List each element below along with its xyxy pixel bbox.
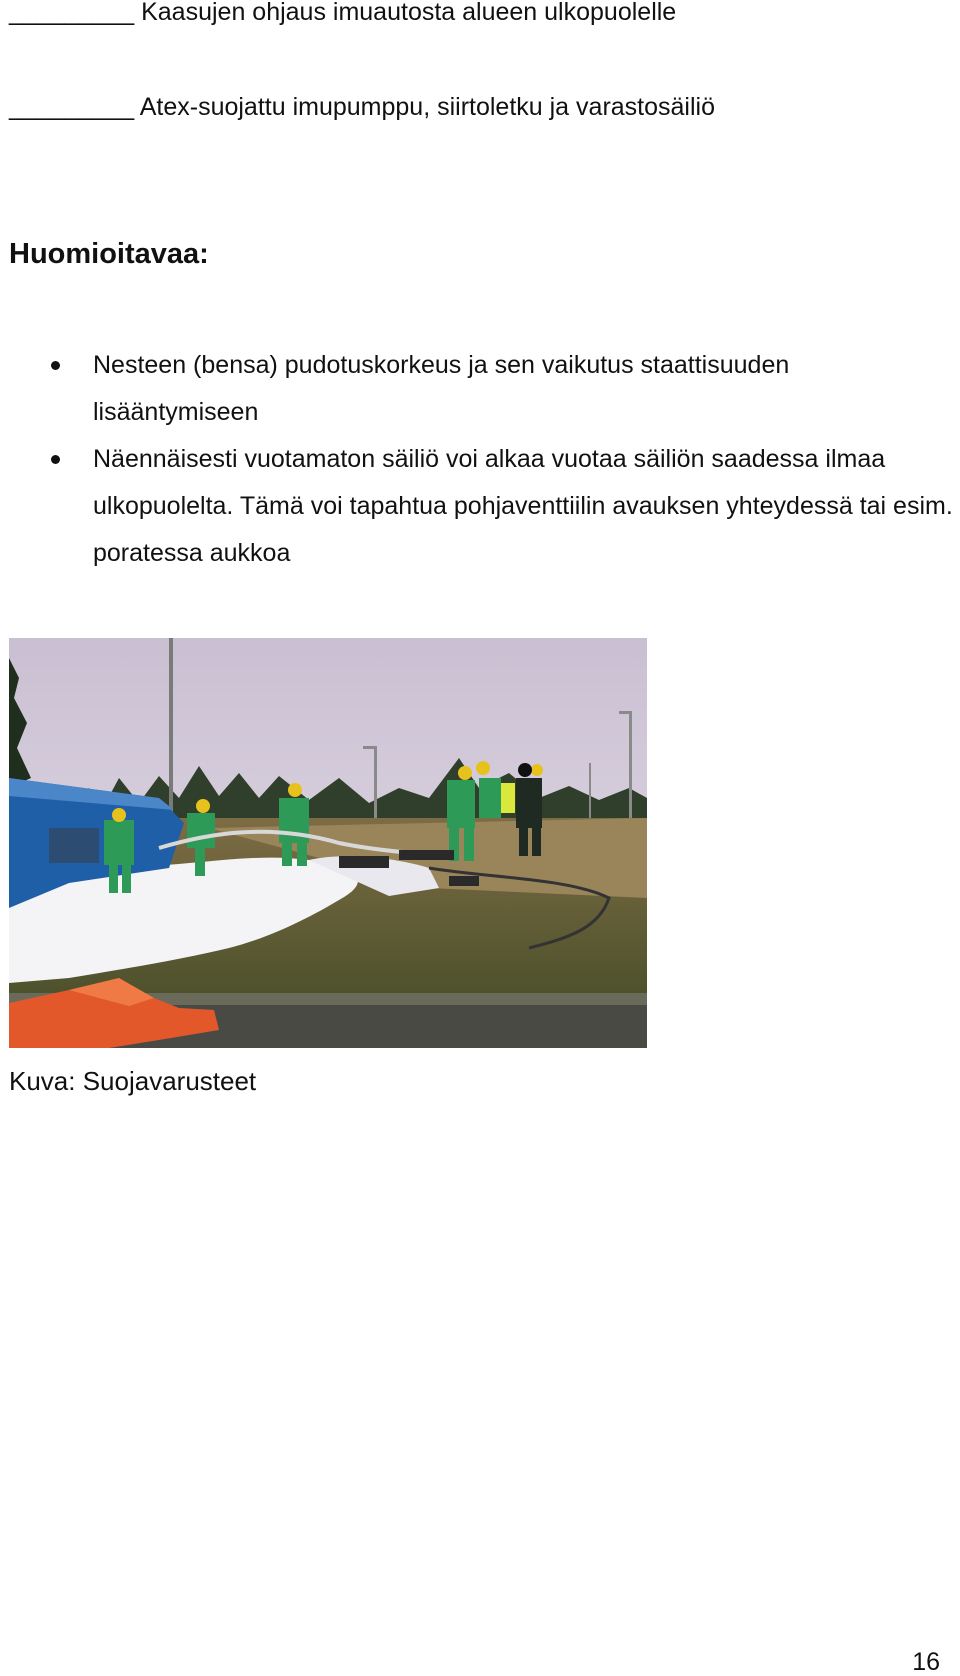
checklist-blank: _________ <box>9 93 135 121</box>
checklist-item-2 <box>9 92 715 122</box>
figure-caption: Kuva: Suojavarusteet <box>9 1066 257 1096</box>
checklist-blank: _________ <box>9 0 135 26</box>
protective-gear-photo <box>9 638 647 1048</box>
bullet-dot-icon <box>51 361 60 370</box>
checklist-item-1 <box>9 0 676 27</box>
bullet-item <box>0 342 953 436</box>
bullet-text: Nesteen (bensa) pudotuskorkeus ja sen vaikutus staattisuuden lisääntymiseen <box>93 351 790 426</box>
bullet-list <box>0 342 960 577</box>
section-heading: Huomioitavaa: <box>9 238 209 270</box>
page-number: 16 <box>912 1648 940 1676</box>
bullet-item <box>0 436 953 577</box>
bullet-text: Näennäisesti vuotamaton säiliö voi alkaa vuotaa säiliön saadessa ilmaa ulkopuolelta. Tämä voi tapahtua pohjaventtiilin avauksen yhteydessä tai esim. poratessa aukkoa <box>93 445 953 567</box>
checklist-text: Atex-suojattu imupumppu, siirtoletku ja varastosäiliö <box>139 93 715 121</box>
bullet-dot-icon <box>51 455 60 464</box>
checklist-text: Kaasujen ohjaus imuautosta alueen ulkopuolelle <box>141 0 677 26</box>
